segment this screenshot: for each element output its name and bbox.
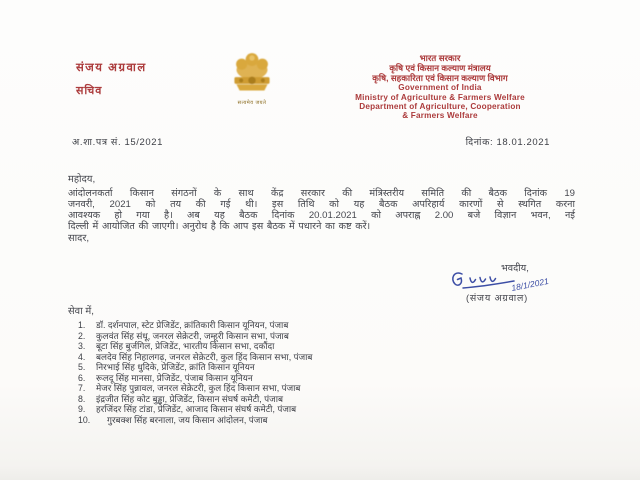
item-text: कुलवंत सिंह संधू, जनरल सेक्रेटरी, जम्हूरी किसान सभा, पंजाब — [96, 330, 289, 341]
org-line-english: Department of Agriculture, Cooperation — [359, 101, 521, 111]
letter-body — [68, 188, 575, 232]
list-item — [78, 383, 558, 394]
org-line-hindi: कृषि, सहकारिता एवं किसान कल्याण विभाग — [372, 72, 508, 83]
item-text: बलदेव सिंह निहालगढ़, जनरल सेक्रेटरी, कुल हिंद किसान सभा, पंजाब — [96, 351, 313, 362]
list-item — [78, 394, 558, 405]
signatory-name: (संजय अग्रवाल) — [466, 292, 529, 303]
item-number: 7. — [78, 383, 86, 393]
ashoka-emblem-icon — [221, 50, 283, 98]
list-item — [78, 320, 558, 331]
item-number: 1. — [78, 320, 86, 330]
item-text: हरजिंदर सिंह टांडा, प्रेजिडेंट, आजाद किसान संघर्ष कमेटी, पंजाब — [96, 404, 297, 414]
org-line-hindi: भारत सरकार — [419, 53, 461, 63]
body-line: आंदोलनकर्ता किसान संगठनों के साथ केंद्र सरकार की मंत्रिस्तरीय समिति की बैठक दिनांक 19 — [68, 188, 575, 199]
item-number: 3. — [78, 341, 86, 351]
item-text: गुरबक्श सिंह बरनाला, जय किसान आंदोलन, पंजाब — [107, 414, 268, 425]
org-line-english: & Farmers Welfare — [402, 111, 478, 120]
ministry-letterhead-block — [290, 54, 590, 120]
list-item — [78, 352, 558, 363]
body-line: दिल्ली में आयोजित की जाएगी। अनुरोध है कि आप इस बैठक में पधारने का कष्ट करें। — [68, 221, 371, 232]
item-number: 2. — [78, 330, 86, 341]
list-item — [78, 373, 558, 384]
emblem-motto: सत्यमेव जयते — [237, 100, 267, 106]
regards: सादर, — [68, 233, 90, 244]
reference-row — [72, 135, 550, 148]
org-line-english: Ministry of Agriculture & Farmers Welfare — [355, 92, 525, 102]
item-text: रूलदू सिंह मानसा, प्रेजिडेंट, पंजाब किसान यूनियन — [96, 372, 253, 383]
item-number: 6. — [78, 372, 86, 383]
national-emblem — [220, 50, 284, 106]
salutation: महोदय, — [68, 174, 96, 185]
closing: भवदीय, — [501, 263, 529, 274]
list-item — [78, 415, 558, 426]
item-number: 5. — [78, 362, 86, 372]
recipients-list — [78, 320, 558, 425]
item-text: डॉ. दर्शनपाल, स्टेट प्रेजिडेंट, क्रांतिकारी किसान यूनियन, पंजाब — [96, 320, 289, 330]
body-line: जनवरी, 2021 को तय की गई थी। इस तिथि को यह बैठक अपरिहार्य कारणों से स्थगित करना — [68, 199, 575, 210]
list-item — [78, 362, 558, 373]
item-number: 8. — [78, 393, 86, 404]
list-item — [78, 404, 558, 415]
org-line-english: Government of India — [398, 83, 482, 93]
item-text: निरभाई सिंह धुदिके, प्रेजिडेंट, क्रांति किसान यूनियन — [96, 362, 255, 372]
sender-name: संजय अग्रवाल — [76, 62, 147, 74]
item-text: मेजर सिंह पुन्नावल, जनरल सेक्रेटरी, कुल हिंद किसान सभा, पंजाब — [96, 383, 301, 393]
body-line: आवश्यक हो गया है। अब यह बैठक दिनांक 20.01.2021 को अपराह्न 2.00 बजे विज्ञान भवन, नई — [68, 210, 575, 221]
sender-designation: सचिव — [76, 85, 103, 97]
list-item — [78, 341, 558, 352]
item-number: 4. — [78, 351, 86, 362]
item-number: 10. — [78, 414, 91, 425]
signature-handwritten-date: 18/1/2021 — [510, 275, 550, 293]
item-text: बूटा सिंह बुर्जगिल, प्रेजिडेंट, भारतीय किसान सभा, दकौंदा — [96, 341, 275, 351]
item-number: 9. — [78, 404, 86, 414]
org-line-hindi: कृषि एवं किसान कल्याण मंत्रालय — [389, 62, 491, 73]
list-item — [78, 331, 558, 342]
letter-ref-number: अ.शा.पत्र सं. 15/2021 — [72, 137, 163, 148]
item-text: इंद्रजीत सिंह कोट बुड्ढा, प्रेजिडेंट, किसान संघर्ष कमेटी, पंजाब — [96, 393, 284, 404]
letter-date: दिनांक: 18.01.2021 — [465, 137, 550, 148]
recipients-heading: सेवा में, — [68, 306, 94, 317]
